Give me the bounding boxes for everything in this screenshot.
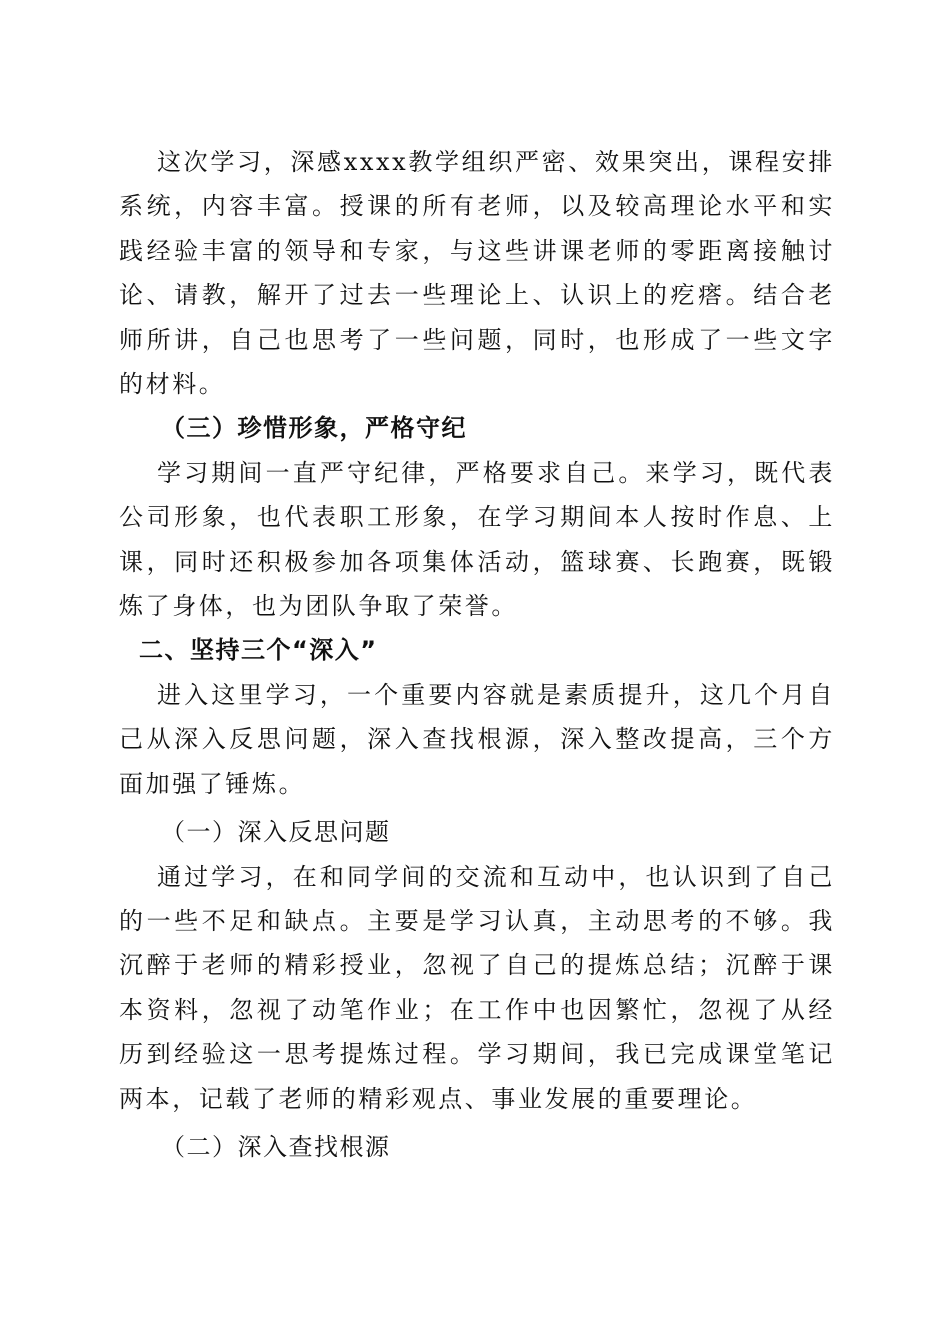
heading-find-root-causes: （二）深入查找根源	[161, 1132, 391, 1161]
heading-cherish-image: （三）珍惜形象，严格守纪	[161, 413, 467, 443]
paragraph-quality-improvement: 进入这里学习，一个重要内容就是素质提升，这几个月自己从深入反思问题，深入查找根源，深入整改提高，三个方面加强了锤炼。	[119, 680, 835, 798]
paragraph-study-impression: 这次学习，深感xxxx教学组织严密、效果突出，课程安排系统，内容丰富。授课的所有老师，以及较高理论水平和实践经验丰富的领导和专家，与这些讲课老师的零距离接触讨论、请教，解开了过去一些理论上、认识上的疙瘩。结合老师所讲，自己也思考了一些问题，同时，也形成了一些文字的材料。	[119, 148, 835, 399]
paragraph-reflection: 通过学习，在和同学间的交流和互动中，也认识到了自己的一些不足和缺点。主要是学习认真，主动思考的不够。我沉醉于老师的精彩授业，忽视了自己的提炼总结；沉醉于课本资料，忽视了动笔作业；在工作中也因繁忙，忽视了从经历到经验这一思考提炼过程。学习期间，我已完成课堂笔记两本，记载了老师的精彩观点、事业发展的重要理论。	[119, 862, 835, 1113]
document-body	[119, 140, 835, 1169]
paragraph-discipline: 学习期间一直严守纪律，严格要求自己。来学习，既代表公司形象，也代表职工形象，在学习期间本人按时作息、上课，同时还积极参加各项集体活动，篮球赛、长跑赛，既锻炼了身体，也为团队争取了荣誉。	[119, 458, 835, 621]
heading-three-deep: 二、坚持三个“深入”	[139, 636, 378, 665]
heading-reflect-problems: （一）深入反思问题	[161, 818, 391, 847]
